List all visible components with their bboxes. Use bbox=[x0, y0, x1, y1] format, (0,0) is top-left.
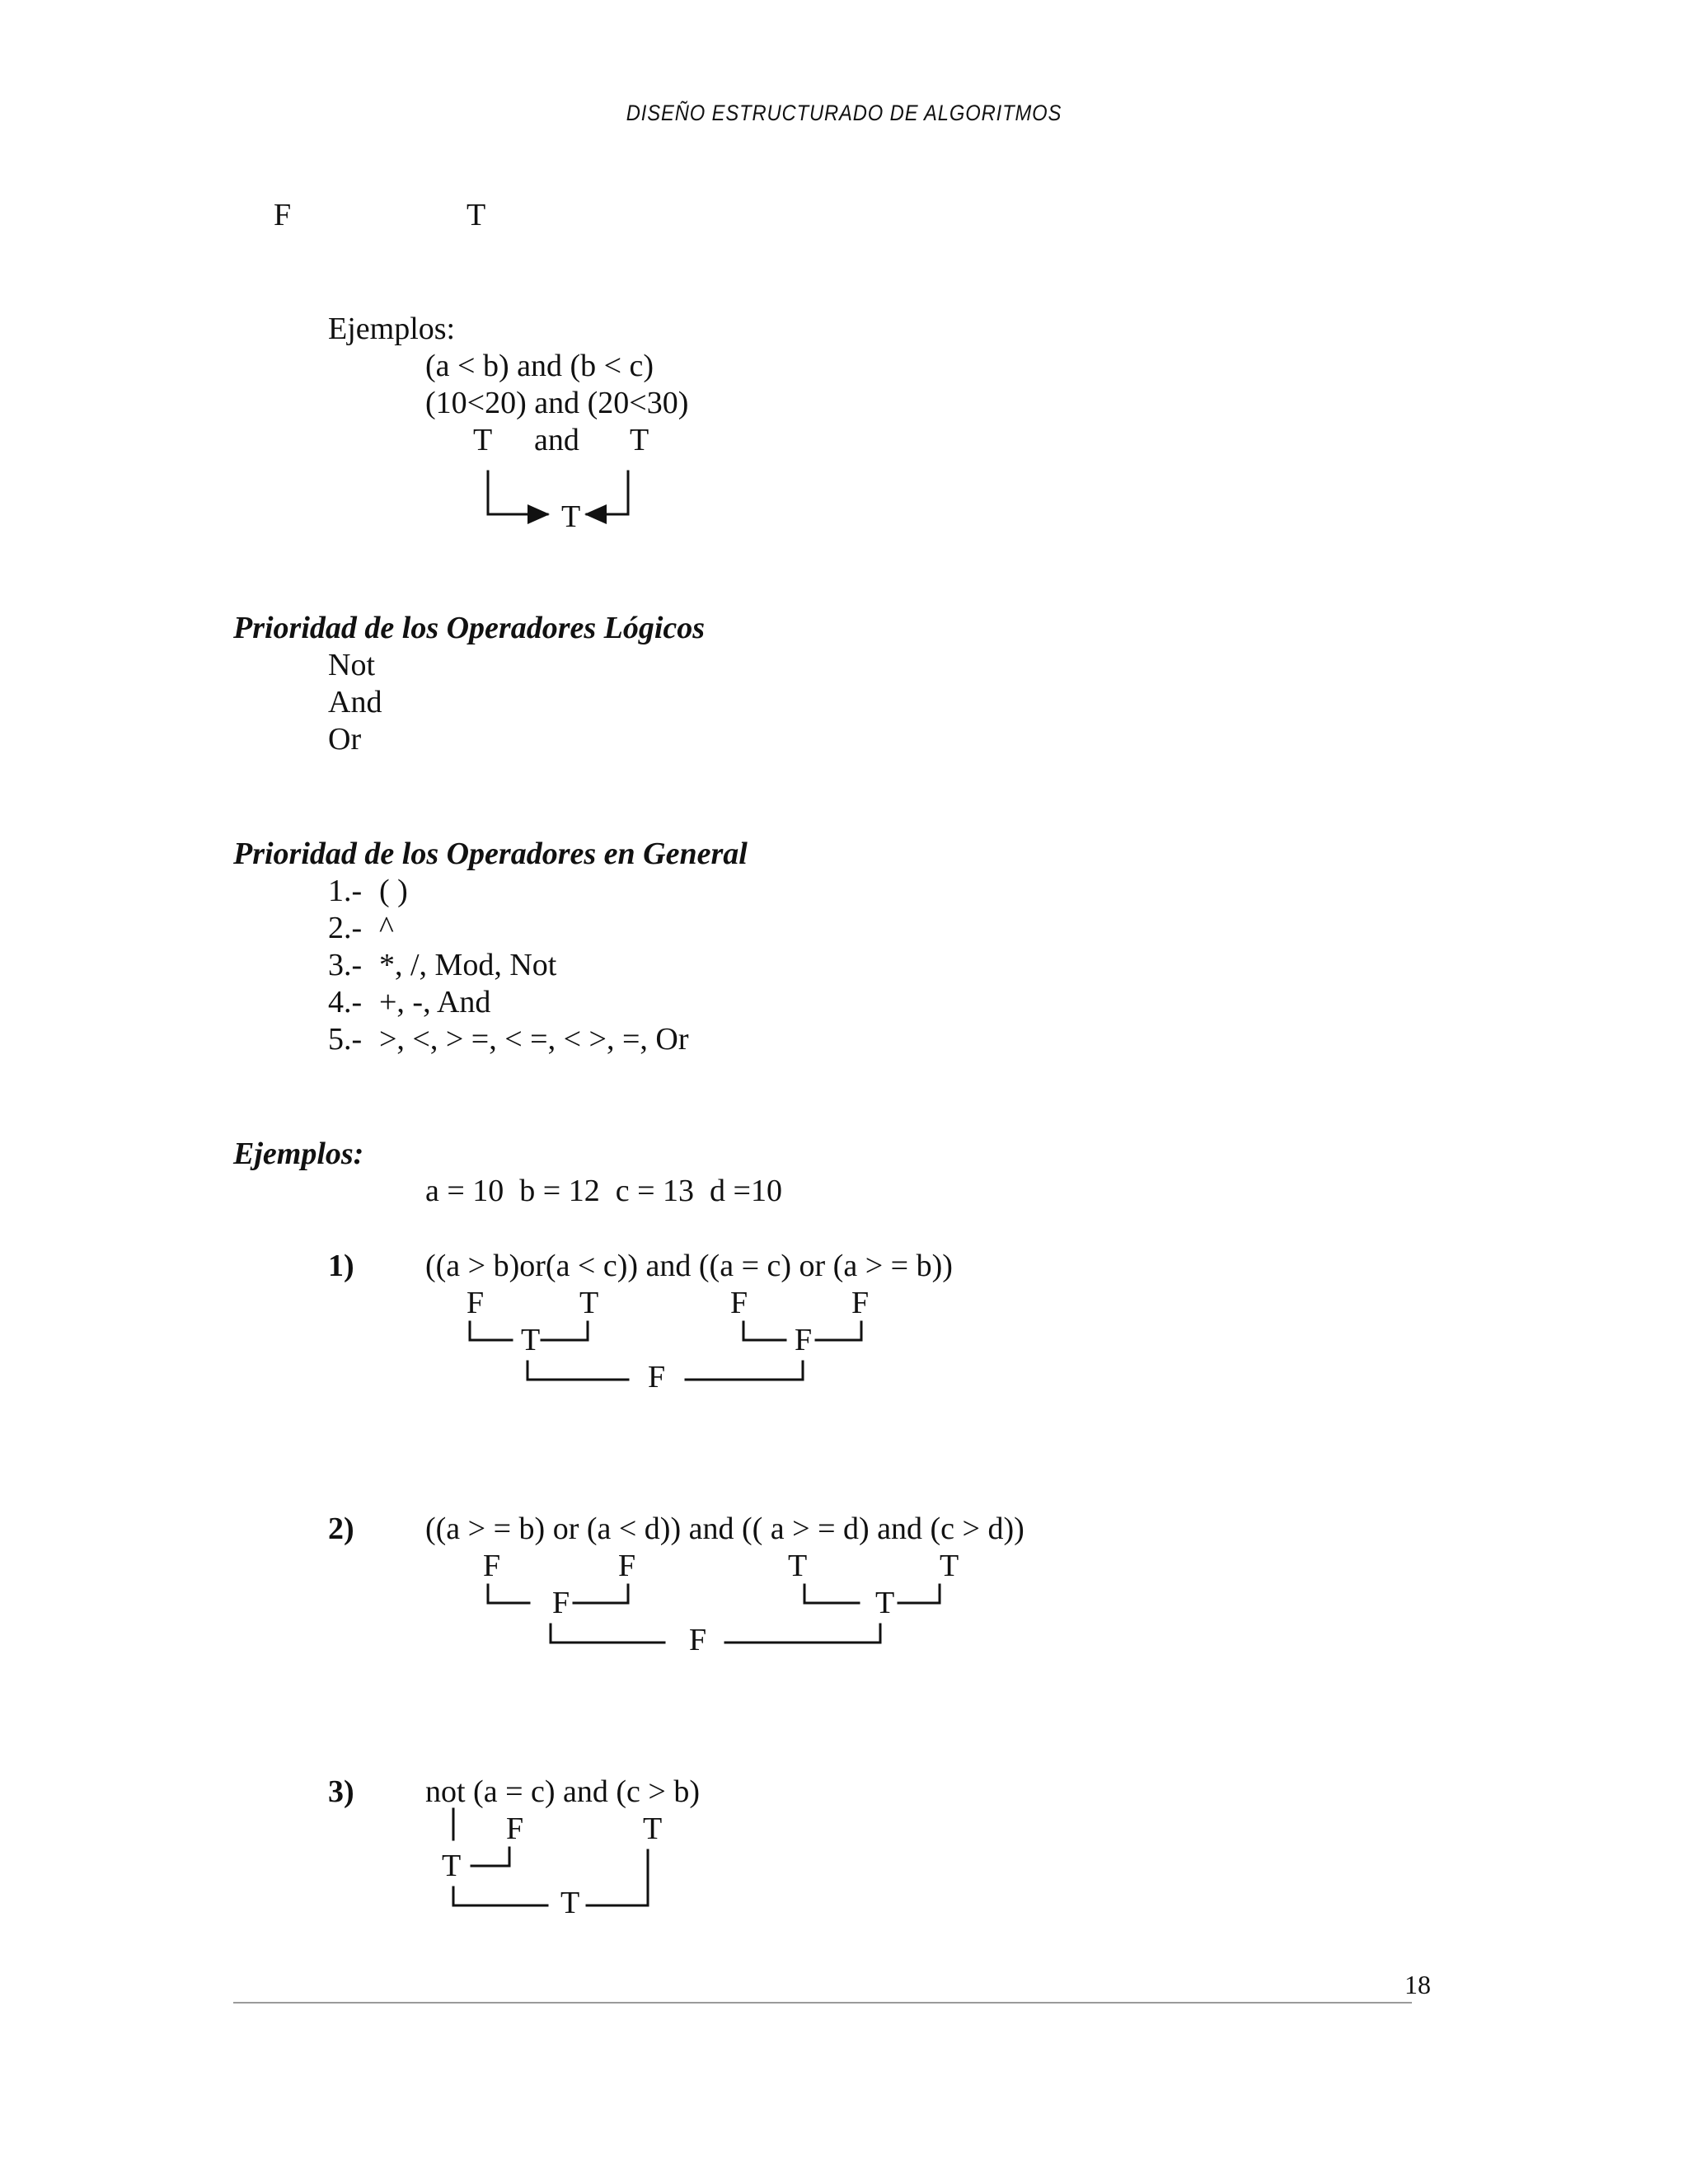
final-result: F bbox=[689, 1623, 707, 1657]
truth-value: T bbox=[940, 1549, 959, 1583]
example-expression: not (a = c) and (c > b) bbox=[425, 1774, 701, 1809]
example-expression: ((a > b)or(a < c)) and ((a = c) or (a > = b)) bbox=[425, 1249, 953, 1283]
intermediate-result: F bbox=[552, 1586, 570, 1620]
truth-value: T bbox=[579, 1286, 599, 1320]
example-number: 1) bbox=[328, 1249, 354, 1283]
example-expression-1: (a < b) and (b < c) bbox=[425, 349, 654, 383]
page-number: 18 bbox=[1404, 1970, 1431, 1999]
priority-number: 5.- bbox=[328, 1022, 363, 1057]
truth-value-t: T bbox=[467, 198, 486, 232]
truth-value: T bbox=[788, 1549, 808, 1583]
logical-priority-item: Not bbox=[328, 648, 375, 682]
priority-operators: +, -, And bbox=[379, 985, 491, 1019]
example-number: 3) bbox=[328, 1774, 354, 1809]
priority-operators: *, /, Mod, Not bbox=[379, 948, 557, 982]
right-arrow-bracket bbox=[587, 471, 628, 514]
priority-number: 3.- bbox=[328, 948, 363, 982]
logical-priority-item: Or bbox=[328, 722, 362, 757]
truth-value: F bbox=[483, 1549, 501, 1583]
intermediate-result: T bbox=[875, 1586, 895, 1620]
example-value-left: T bbox=[473, 423, 493, 457]
examples-heading: Ejemplos: bbox=[233, 1137, 364, 1171]
truth-value: F bbox=[467, 1286, 485, 1320]
logical-priority-item: And bbox=[328, 685, 382, 719]
general-priority-heading: Prioridad de los Operadores en General bbox=[233, 837, 748, 871]
intermediate-result: F bbox=[795, 1323, 813, 1357]
examples-label: Ejemplos: bbox=[328, 312, 456, 346]
intermediate-result: T bbox=[521, 1323, 541, 1357]
example-value-right: T bbox=[630, 423, 649, 457]
footer-rule bbox=[233, 2002, 1412, 2004]
example-result: T bbox=[561, 499, 581, 534]
final-result: T bbox=[560, 1886, 580, 1920]
truth-value: F bbox=[506, 1811, 524, 1846]
logical-priority-heading: Prioridad de los Operadores Lógicos bbox=[233, 611, 706, 645]
priority-number: 4.- bbox=[328, 985, 363, 1019]
priority-operators: >, <, > =, < =, < >, =, Or bbox=[379, 1022, 689, 1057]
variable-values: a = 10 b = 12 c = 13 d =10 bbox=[425, 1174, 782, 1208]
truth-value: T bbox=[643, 1811, 663, 1846]
left-arrow-bracket bbox=[488, 471, 547, 514]
priority-number: 2.- bbox=[328, 911, 363, 945]
intermediate-result: T bbox=[442, 1849, 462, 1883]
example-expression: ((a > = b) or (a < d)) and (( a > = d) and (c > d)) bbox=[425, 1511, 1025, 1546]
truth-value: F bbox=[618, 1549, 636, 1583]
priority-operators: ^ bbox=[379, 911, 394, 945]
example-expression-2: (10<20) and (20<30) bbox=[425, 386, 689, 420]
priority-operators: ( ) bbox=[379, 874, 408, 908]
example-operator: and bbox=[534, 423, 579, 457]
truth-value-f: F bbox=[274, 198, 292, 232]
priority-number: 1.- bbox=[328, 874, 363, 908]
final-result: F bbox=[648, 1360, 666, 1394]
truth-value: F bbox=[730, 1286, 748, 1320]
example-number: 2) bbox=[328, 1511, 354, 1546]
running-header: DISEÑO ESTRUCTURADO DE ALGORITMOS bbox=[626, 101, 1062, 125]
truth-value: F bbox=[851, 1286, 870, 1320]
